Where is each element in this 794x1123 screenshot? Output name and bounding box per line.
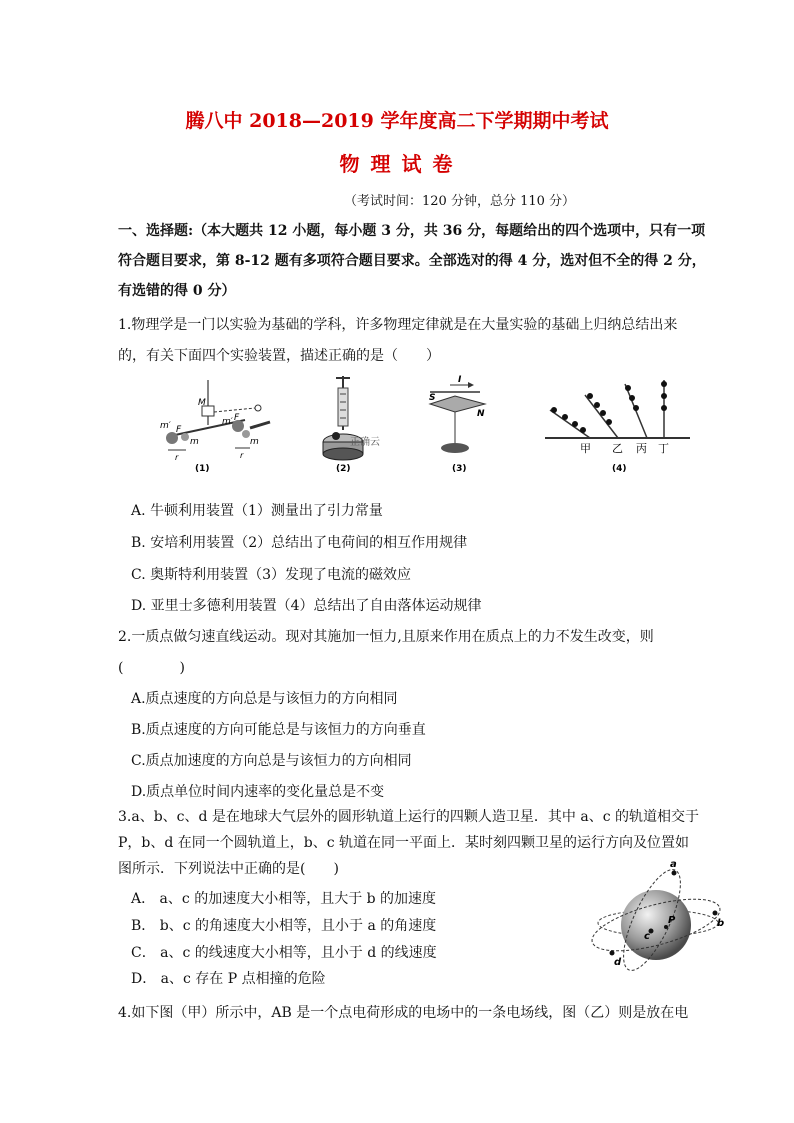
question-3-text: 图所示．下列说法中正确的是( ): [118, 861, 339, 877]
figure-caption: (3): [452, 464, 467, 474]
question-3-option-d: D． a、c 存在 P 点相撞的危险: [131, 971, 326, 987]
question-1-option-b: B. 安培利用装置（2）总结出了电荷间的相互作用规律: [131, 535, 468, 551]
fig4-label: 乙: [612, 442, 623, 455]
question-2-option-c: C.质点加速度的方向总是与该恒力的方向相同: [131, 753, 412, 769]
fig1-label: m′: [222, 417, 233, 427]
fig1-label: M: [198, 398, 206, 408]
question-1-option-c: C. 奥斯特利用装置（3）发现了电流的磁效应: [131, 567, 412, 583]
fig3-label: N: [477, 409, 485, 419]
question-3-text: P，b、d 在同一个圆轨道上，b、c 轨道在同一平面上．某时刻四颗卫星的运行方向及位置如: [118, 835, 690, 851]
question-2-option-a: A.质点速度的方向总是与该恒力的方向相同: [131, 691, 398, 707]
fig1-label: F: [176, 425, 182, 435]
question-1-figures: [150, 370, 690, 480]
satellite-orbits-figure: [590, 855, 726, 980]
section-instruction-line: 一、选择题:（本大题共 12 小题，每小题 3 分，共 36 分，每题给出的四个选项中，只有一项: [118, 223, 706, 239]
question-3-option-c: C． a、c 的线速度大小相等，且小于 d 的线速度: [131, 945, 437, 961]
fig4-label: 甲: [580, 442, 591, 455]
question-3-text: 3.a、b、c、d 是在地球大气层外的圆形轨道上运行的四颗人造卫星．其中 a、c 的轨道相交于: [118, 809, 700, 825]
exam-info: （考试时间：120 分钟，总分 110 分）: [344, 194, 576, 209]
coulomb-apparatus-figure: [323, 376, 380, 474]
question-1-text: 1.物理学是一门以实验为基础的学科，许多物理定律就是在大量实验的基础上归纳总结出来: [118, 317, 678, 333]
fig1-label: r: [175, 453, 179, 462]
question-1-option-d: D. 亚里士多德利用装置（4）总结出了自由落体运动规律: [131, 598, 482, 614]
torsion-balance-figure: [160, 380, 270, 474]
watermark-text: 正确云: [350, 437, 380, 448]
fig3-label: I: [458, 375, 462, 385]
fig1-label: F: [234, 413, 240, 423]
figure-caption: (1): [195, 464, 210, 474]
satellite-label-d: d: [614, 957, 622, 968]
fig1-label: m: [250, 437, 259, 447]
fig3-label: S: [429, 393, 436, 403]
figure-caption: (2): [336, 464, 351, 474]
satellite-label-a: a: [670, 859, 677, 870]
question-1-text: 的，有关下面四个实验装置，描述正确的是（ ）: [118, 348, 440, 364]
point-label-p: P: [668, 915, 676, 926]
question-2-option-d: D.质点单位时间内速率的变化量总是不变: [131, 784, 385, 800]
satellite-label-c: c: [644, 931, 650, 942]
fig4-label: 丙: [636, 442, 647, 455]
question-2-text: 2.一质点做匀速直线运动。现对其施加一恒力,且原来作用在质点上的力不发生改变，则: [118, 629, 654, 645]
question-3-option-b: B． b、c 的角速度大小相等，且小于 a 的角速度: [131, 918, 437, 934]
fig1-label: m: [190, 437, 199, 447]
section-instruction-line: 有选错的得 0 分）: [118, 283, 236, 299]
fig1-label: m′: [160, 421, 171, 431]
page-title: 腾八中 2018—2019 学年度高二下学期期中考试: [185, 110, 609, 132]
question-2-option-b: B.质点速度的方向可能总是与该恒力的方向垂直: [131, 722, 426, 738]
oersted-figure: [429, 375, 485, 474]
satellite-label-b: b: [717, 918, 725, 929]
question-1-option-a: A. 牛顿利用装置（1）测量出了引力常量: [131, 503, 383, 519]
figure-caption: (4): [612, 464, 627, 474]
question-3-option-a: A． a、c 的加速度大小相等，且大于 b 的加速度: [131, 891, 437, 907]
section-instruction-line: 符合题目要求，第 8-12 题有多项符合题目要求。全部选对的得 4 分，选对但不全的得 2 分，: [118, 253, 706, 269]
page-subtitle: 物 理 试 卷: [339, 152, 455, 176]
inclined-planes-figure: [545, 380, 690, 474]
question-2-text: ( ): [118, 660, 185, 676]
fig4-label: 丁: [658, 442, 669, 455]
question-4-text: 4.如下图（甲）所示中，AB 是一个点电荷形成的电场中的一条电场线，图（乙）则是放在电: [118, 1005, 689, 1021]
fig1-label: r: [240, 451, 244, 460]
